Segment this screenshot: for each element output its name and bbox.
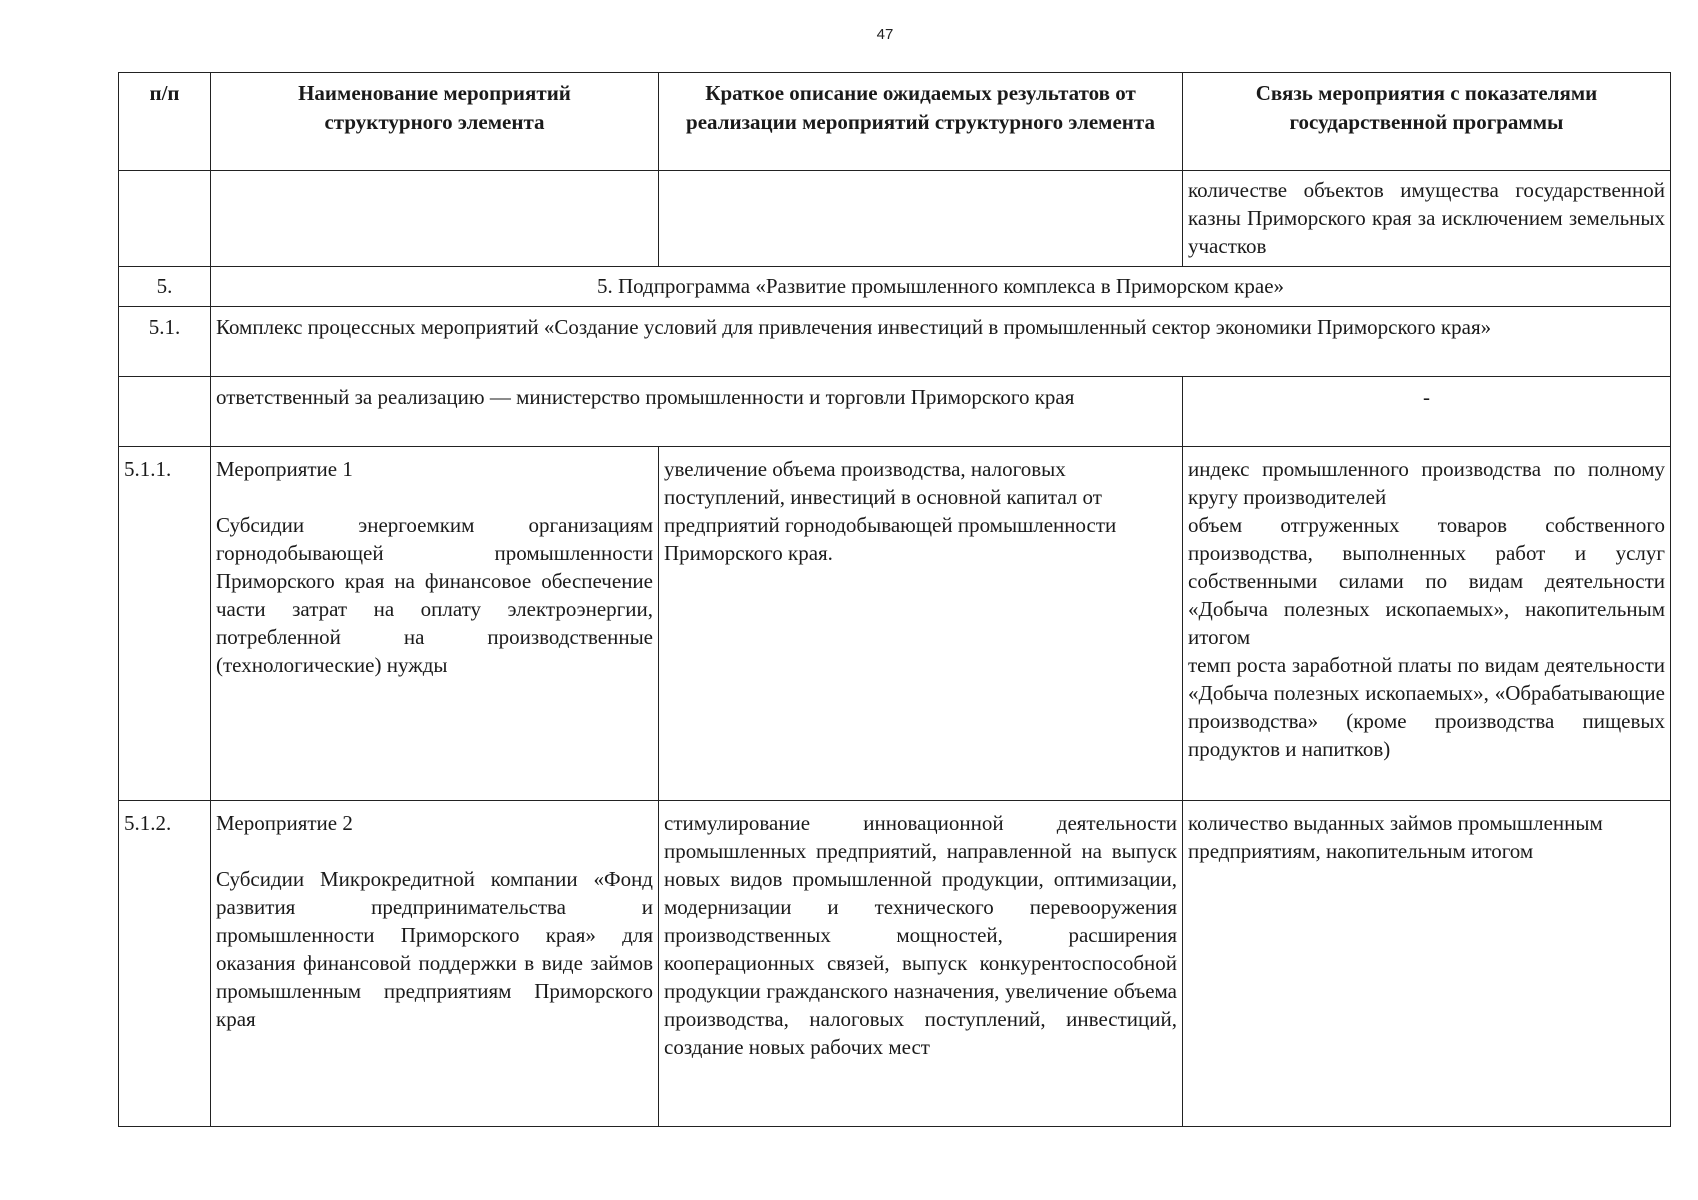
header-program-indicators: Связь мероприятия с показателями государственной программы xyxy=(1183,73,1671,171)
header-expected-results: Краткое описание ожидаемых результатов от реализации мероприятий структурного элемента xyxy=(659,73,1183,171)
event-description: Субсидии Микрокредитной компании «Фонд развития предпринимательства и промышленности Приморского края» для оказания финансовой поддержки в виде займов промышленным предприятиям Приморского края xyxy=(216,867,653,1031)
table-row xyxy=(119,447,1671,801)
row-num: 5.1.2. xyxy=(119,801,211,1127)
link-item: объем отгруженных товаров собственного производства, выполненных работ и услуг собственными силами по видам деятельности «Добыча полезных ископаемых», накопительным итогом xyxy=(1188,513,1665,649)
responsible-text: ответственный за реализацию — министерство промышленности и торговли Приморского края xyxy=(211,377,1183,447)
event-cell xyxy=(211,801,659,1127)
result-cell: стимулирование инновационной деятельности промышленных предприятий, направленной на выпуск новых видов промышленной продукции, оптимизации, модернизации и технического перевооружения производственных мощностей, расширения кооперационных связей, выпуск конкурентоспособной продукции гражданского назначения, увеличение объема производства, налоговых поступлений, инвестиций, создание новых рабочих мест xyxy=(659,801,1183,1127)
responsible-link: - xyxy=(1183,377,1671,447)
table-header-row xyxy=(119,73,1671,171)
table-row-responsible xyxy=(119,377,1671,447)
table-row-subprogram xyxy=(119,267,1671,307)
event-title: Мероприятие 2 xyxy=(216,811,353,835)
events-table xyxy=(118,72,1671,1127)
table-row-continued xyxy=(119,171,1671,267)
page-number: 47 xyxy=(876,26,894,43)
continued-link-cell: количестве объектов имущества государственной казны Приморского края за исключением земельных участков xyxy=(1183,171,1671,267)
subprogram-num: 5. xyxy=(119,267,211,307)
header-num: п/п xyxy=(119,73,211,171)
header-event-name: Наименование мероприятий структурного элемента xyxy=(211,73,659,171)
result-cell: увеличение объема производства, налоговых поступлений, инвестиций в основной капитал от предприятий горнодобывающей промышленности Приморского края. xyxy=(659,447,1183,801)
link-item: темп роста заработной платы по видам деятельности «Добыча полезных ископаемых», «Обрабатывающие производства» (кроме производства пищевых продуктов и напитков) xyxy=(1188,653,1665,761)
row-num: 5.1.1. xyxy=(119,447,211,801)
event-description: Субсидии энергоемким организациям горнодобывающей промышленности Приморского края на финансовое обеспечение части затрат на оплату электроэнергии, потребленной на производственные (технологические) нужды xyxy=(216,513,653,677)
complex-num: 5.1. xyxy=(119,307,211,377)
table-row xyxy=(119,801,1671,1127)
complex-title: Комплекс процессных мероприятий «Создание условий для привлечения инвестиций в промышленный сектор экономики Приморского края» xyxy=(211,307,1671,377)
subprogram-title: 5. Подпрограмма «Развитие промышленного комплекса в Приморском крае» xyxy=(211,267,1671,307)
links-cell xyxy=(1183,801,1671,1127)
link-item: количество выданных займов промышленным предприятиям, накопительным итогом xyxy=(1188,811,1603,863)
links-cell xyxy=(1183,447,1671,801)
table-row-complex xyxy=(119,307,1671,377)
link-item: индекс промышленного производства по полному кругу производителей xyxy=(1188,457,1665,509)
event-cell xyxy=(211,447,659,801)
event-title: Мероприятие 1 xyxy=(216,457,353,481)
